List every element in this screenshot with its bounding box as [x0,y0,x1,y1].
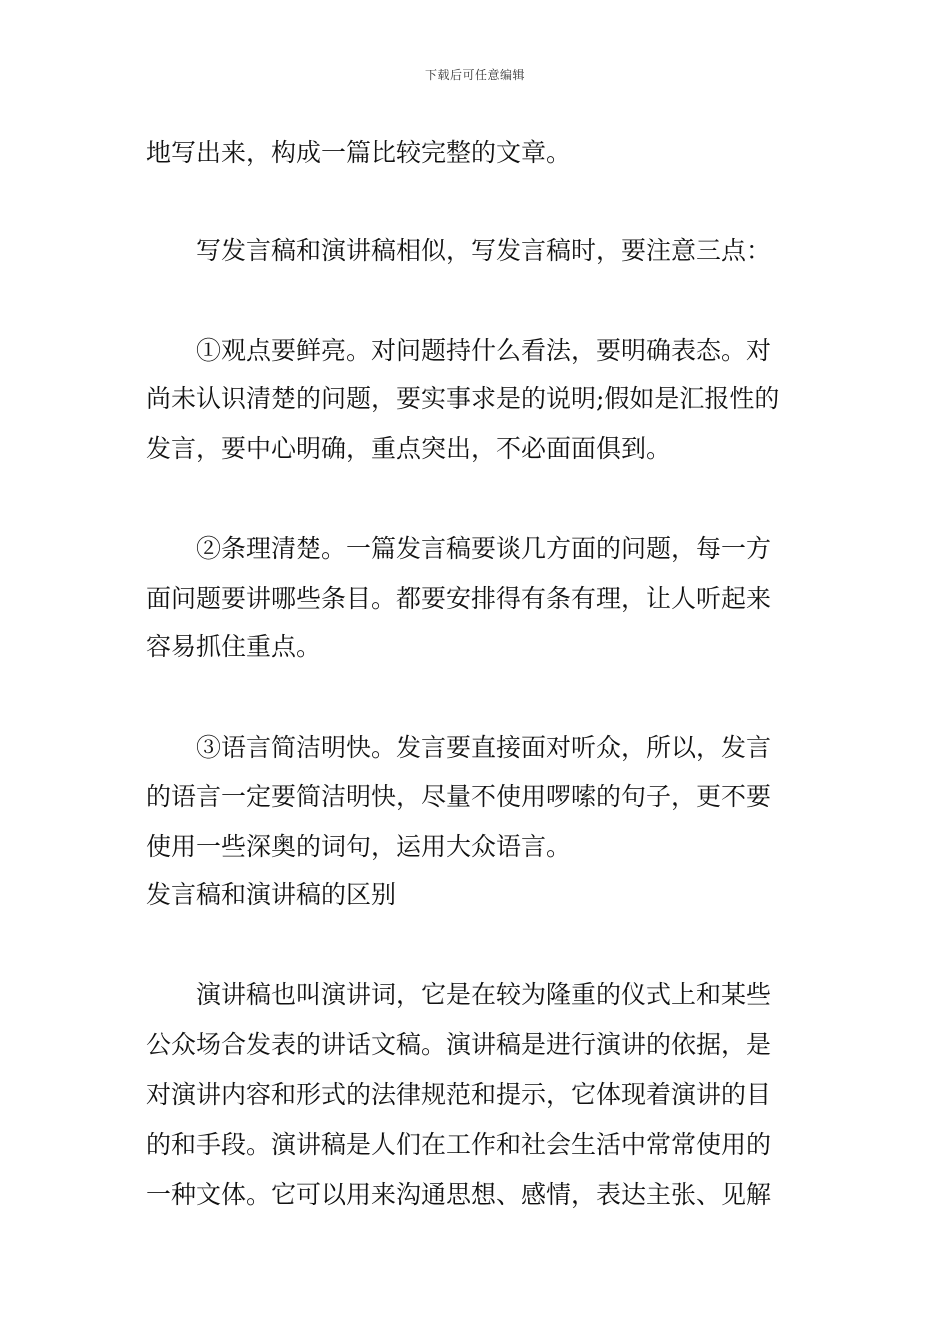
text-line: 写发言稿和演讲稿相似，写发言稿时，要注意三点： [196,236,772,265]
text-line: ①观点要鲜亮。对问题持什么看法，要明确表态。对 [196,336,772,365]
text-line: 容易抓住重点。 [146,632,322,661]
section-heading: 发言稿和演讲稿的区别 [146,880,397,909]
text-line: 公众场合发表的讲话文稿。演讲稿是进行演讲的依据，是 [146,1030,772,1059]
text-line: 的语言一定要简洁明快，尽量不使用啰嗦的句子，更不要 [146,782,772,811]
text-line: 演讲稿也叫演讲词，它是在较为隆重的仪式上和某些 [196,980,772,1009]
text-line: 地写出来，构成一篇比较完整的文章。 [146,138,572,167]
text-line: 尚未认识清楚的问题，要实事求是的说明;假如是汇报性的 [146,384,780,413]
text-line: 对演讲内容和形式的法律规范和提示，它体现着演讲的目 [146,1080,772,1109]
text-line: ③语言简洁明快。发言要直接面对听众，所以，发言 [196,733,772,762]
text-line: 发言，要中心明确，重点突出，不必面面俱到。 [146,434,672,463]
text-line: 使用一些深奥的词句，运用大众语言。 [146,832,572,861]
text-line: 面问题要讲哪些条目。都要安排得有条有理，让人听起来 [146,584,772,613]
text-line: ②条理清楚。一篇发言稿要谈几方面的问题，每一方 [196,534,772,563]
text-line: 一种文体。它可以用来沟通思想、感情，表达主张、见解 [146,1180,772,1209]
text-line: 的和手段。演讲稿是人们在工作和社会生活中常常使用的 [146,1130,772,1159]
page-header: 下载后可任意编辑 [424,68,525,82]
